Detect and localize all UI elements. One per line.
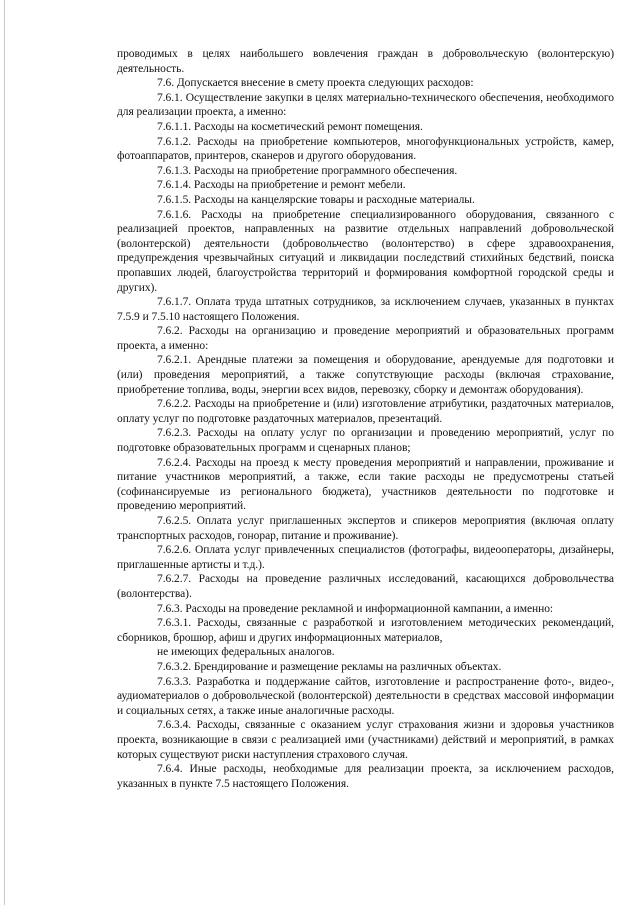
paragraph-7-6-3-2: 7.6.3.2. Брендирование и размещение рекламы на различных объектах. <box>157 660 502 673</box>
paragraph-7-6-3-1-tail: не имеющих федеральных аналогов. <box>157 646 335 659</box>
paragraph-7-6-2-3: 7.6.2.3. Расходы на оплату услуг по организации и проведению мероприятий, услуг по подготовке образовательных программ и сценарных планов; <box>117 427 614 455</box>
paragraph-7-6-1-4: 7.6.1.4. Расходы на приобретение и ремонт мебели. <box>157 179 406 192</box>
paragraph-7-6-2-6: 7.6.2.6. Оплата услуг привлеченных специалистов (фотографы, видеооператоры, дизайнеры, приглашенные артисты и т.д.). <box>117 544 614 571</box>
paragraph-7-6-1-5: 7.6.1.5. Расходы на канцелярские товары и расходные материалы. <box>157 193 475 206</box>
paragraph-7-6-3-1: 7.6.3.1. Расходы, связанные с разработкой и изготовлением методических рекомендаций, сборников, брошюр, афиш и других информационных материалов, <box>117 617 614 644</box>
paragraph-7-6: 7.6. Допускается внесение в смету проекта следующих расходов: <box>157 77 474 90</box>
paragraph-7-6-3-4: 7.6.3.4. Расходы, связанные с оказанием услуг страхования жизни и здоровья участников проекта, возникающие в связи с реализацией ими (участниками) действий и мероприятий, в рамках которых существуют риски наступления страхового случая. <box>117 719 614 761</box>
paragraph-7-6-1-6: 7.6.1.6. Расходы на приобретение специализированного оборудования, связанного с реализацией проектов, направленных на развитие отдельных направлений добровольческой (волонтерской) деятельности (добровольчество (волонтерство) в сфере здравоохранения, предупреждения чрезвычайных ситуаций и ликвидации последствий стихийных бедствий, поиска пропавших людей, благоустройства территорий и формирования комфортной городской среды и других). <box>117 208 614 294</box>
document-body <box>117 47 614 791</box>
paragraph-7-6-2-5: 7.6.2.5. Оплата услуг приглашенных экспертов и спикеров мероприятия (включая оплату транспортных расходов, гонорар, питание и проживание). <box>117 515 614 542</box>
paragraph-continuation: проводимых в целях наибольшего вовлечения граждан в добровольческую (волонтерскую) деятельность. <box>117 48 614 75</box>
paragraph-7-6-1-1: 7.6.1.1. Расходы на косметический ремонт помещения. <box>157 120 423 133</box>
scan-edge-line <box>4 0 5 905</box>
paragraph-7-6-1: 7.6.1. Осуществление закупки в целях материально-технического обеспечения, необходимого для реализации проекта, а именно: <box>117 91 614 119</box>
paragraph-7-6-2-2: 7.6.2.2. Расходы на приобретение и (или) изготовление атрибутики, раздаточных материалов, оплату услуг по подготовке раздаточных материалов, презентаций. <box>117 398 614 425</box>
paragraph-7-6-1-3: 7.6.1.3. Расходы на приобретение программного обеспечения. <box>157 164 458 177</box>
paragraph-7-6-2-7: 7.6.2.7. Расходы на проведение различных исследований, касающихся добровольчества (волонтерства). <box>117 573 614 600</box>
paragraph-7-6-2: 7.6.2. Расходы на организацию и проведение мероприятий и образовательных программ проекта, а именно: <box>117 325 614 352</box>
paragraph-7-6-1-7: 7.6.1.7. Оплата труда штатных сотрудников, за исключением случаев, указанных в пунктах 7.5.9 и 7.5.10 настоящего Положения. <box>117 296 614 323</box>
paragraph-7-6-4: 7.6.4. Иные расходы, необходимые для реализации проекта, за исключением расходов, указанных в пункте 7.5 настоящего Положения. <box>117 763 614 790</box>
paragraph-7-6-3: 7.6.3. Расходы на проведение рекламной и информационной кампании, а именно: <box>157 602 554 615</box>
paragraph-7-6-1-2: 7.6.1.2. Расходы на приобретение компьютеров, многофункциональных устройств, камер, фотоаппаратов, принтеров, сканеров и другого оборудования. <box>117 135 614 163</box>
paragraph-7-6-3-3: 7.6.3.3. Разработка и поддержание сайтов, изготовление и распространение фото-, видео-, аудиоматериалов о добровольческой (волонтерской) деятельности в средствах массовой информации и социальных сетях, а также иные аналогичные расходы. <box>117 675 614 717</box>
paragraph-7-6-2-4: 7.6.2.4. Расходы на проезд к месту проведения мероприятий и направлении, проживание и питание участников мероприятий, а также, если такие расходы не предусмотрены статьей (софинансируемые из регионального бюджета), участников деятельности по подготовке и проведению мероприятий. <box>117 456 614 513</box>
paragraph-7-6-2-1: 7.6.2.1. Арендные платежи за помещения и оборудование, арендуемые для подготовки и (или) проведения мероприятий, а также сопутствующие расходы (включая страхование, приобретение топлива, воды, энергии всех видов, перевозку, сборку и демонтаж оборудования). <box>117 354 614 396</box>
